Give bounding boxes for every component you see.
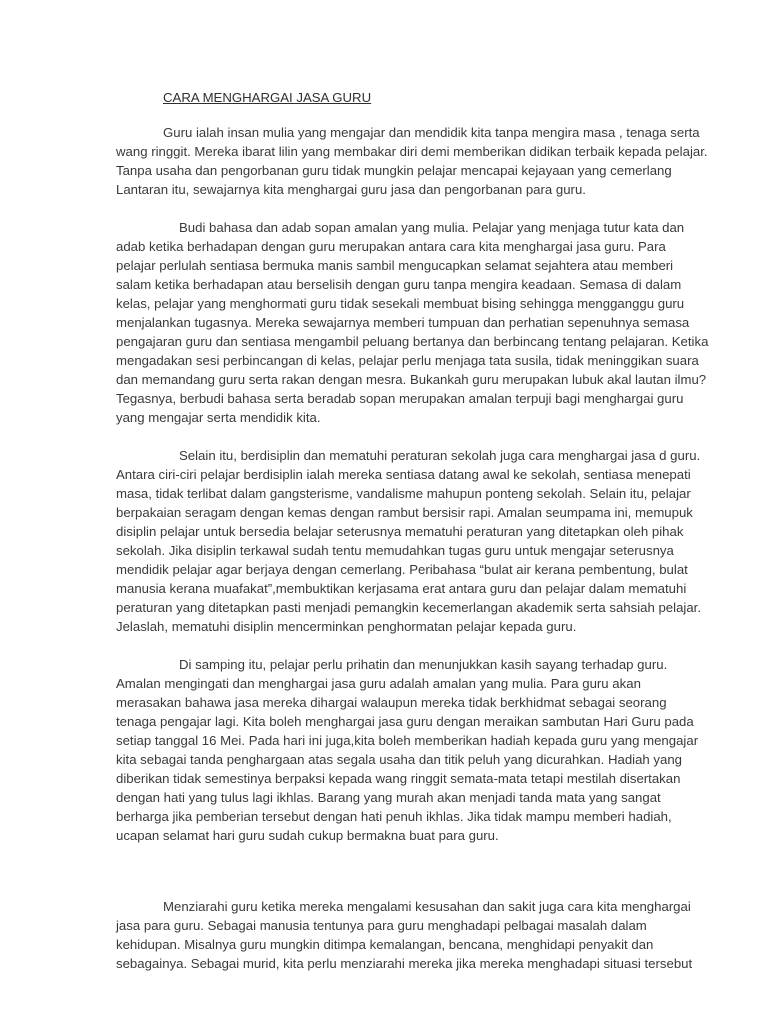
paragraph-line: Jelaslah, mematuhi disiplin mencerminkan penghormatan pelajar kepada guru. — [116, 619, 577, 634]
paragraph-line: Budi bahasa dan adab sopan amalan yang mulia. Pelajar yang menjaga tutur kata dan — [179, 220, 685, 235]
paragraph-line: mengadakan sesi perbincangan di kelas, pelajar perlu menjaga tata susila, tidak meninggikan suara — [116, 353, 699, 368]
paragraph-line: Selain itu, berdisiplin dan mematuhi peraturan sekolah juga cara menghargai jasa d guru. — [179, 448, 701, 463]
paragraph-line: Lantaran itu, sewajarnya kita menghargai guru jasa dan pengorbanan para guru. — [116, 182, 586, 197]
paragraph-line: wang ringgit. Mereka ibarat lilin yang membakar diri demi memberikan didikan terbaik kepada pelajar. — [116, 144, 708, 159]
paragraph-line: menjalankan tugasnya. Mereka sewajarnya memberi tumpuan dan perhatian sepenuhnya semasa — [116, 315, 690, 330]
paragraph-line: setiap tanggal 16 Mei. Pada hari ini juga,kita boleh memberikan hadiah kepada guru yang mengajar — [116, 733, 699, 748]
paragraph-line: masa, tidak terlibat dalam gangsterisme, vandalisme mahupun ponteng sekolah. Selain itu, pelajar — [116, 486, 691, 501]
paragraph-line: peraturan yang ditetapkan pasti menjadi pemangkin kecemerlangan akademik serta sahsiah pelajar. — [116, 600, 702, 615]
paragraph-line: berharga jika pemberian tersebut dengan hati penuh ikhlas. Jika tidak mampu memberi hadiah, — [116, 809, 672, 824]
paragraph-5 — [116, 897, 756, 973]
paragraph-line: merasakan bahawa jasa mereka dihargai walaupun mereka tidak berkhidmat sebagai seorang — [116, 695, 667, 710]
paragraph-line: yang mengajar serta mendidik kita. — [116, 410, 321, 425]
paragraph-line: manusia kerana muafakat”,membuktikan kerjasama erat antara guru dan pelajar dalam mematuhi — [116, 581, 687, 596]
paragraph-line: Amalan mengingati dan menghargai jasa guru adalah amalan yang mulia. Para guru akan — [116, 676, 641, 691]
paragraph-line: Di samping itu, pelajar perlu prihatin dan menunjukkan kasih sayang terhadap guru. — [179, 657, 668, 672]
paragraph-line: sebagainya. Sebagai murid, kita perlu menziarahi mereka jika mereka menghadapi situasi tersebut — [116, 956, 693, 971]
paragraph-line: disiplin pelajar untuk bersedia belajar seterusnya mematuhi peraturan yang ditetapkan oleh pihak — [116, 524, 684, 539]
paragraph-line: Tegasnya, berbudi bahasa serta beradab sopan merupakan amalan terpuji bagi menghargai guru — [116, 391, 684, 406]
paragraph-line: adab ketika berhadapan dengan guru merupakan antara cara kita menghargai jasa guru. Para — [116, 239, 666, 254]
paragraph-3 — [116, 446, 756, 636]
paragraph-line: tenaga pengajar lagi. Kita boleh menghargai jasa guru dengan meraikan sambutan Hari Guru pada — [116, 714, 694, 729]
paragraph-line: kehidupan. Misalnya guru mungkin ditimpa kemalangan, bencana, menghidapi penyakit dan — [116, 937, 654, 952]
paragraph-line: pengajaran guru dan sentiasa mengambil peluang bertanya dan berbincang tentang pelajaran. Ketika — [116, 334, 709, 349]
paragraph-line: dengan hati yang tulus lagi ikhlas. Barang yang murah akan menjadi tanda mata yang sangat — [116, 790, 661, 805]
paragraph-line: ucapan selamat hari guru sudah cukup bermakna buat para guru. — [116, 828, 499, 843]
paragraph-2 — [116, 218, 756, 427]
paragraph-line: kita sebagai tanda penghargaan atas segala usaha dan titik peluh yang dicurahkan. Hadiah yang — [116, 752, 683, 767]
paragraph-line: berpakaian seragam dengan kemas dengan rambut bersisir rapi. Amalan seumpama ini, memupuk — [116, 505, 693, 520]
paragraph-line: Tanpa usaha dan pengorbanan guru tidak mungkin pelajar mencapai kejayaan yang cemerlang — [116, 163, 672, 178]
paragraph-1 — [116, 123, 756, 199]
paragraph-4 — [116, 655, 756, 845]
paragraph-line: jasa para guru. Sebagai manusia tentunya para guru menghadapi pelbagai masalah dalam — [116, 918, 647, 933]
paragraph-line: pelajar perlulah sentiasa bermuka manis sambil mengucapkan selamat sejahtera atau memberi — [116, 258, 674, 273]
paragraph-line: sekolah. Jika disiplin terkawal sudah tentu memudahkan tugas guru untuk mengajar seterusnya — [116, 543, 674, 558]
paragraph-line: Antara ciri-ciri pelajar berdisiplin ialah mereka sentiasa datang awal ke sekolah, sentiasa menepati — [116, 467, 691, 482]
paragraph-line: salam ketika berhadapan atau berselisih dengan guru tanpa mengira keadaan. Semasa di dalam — [116, 277, 682, 292]
paragraph-line: Menziarahi guru ketika mereka mengalami kesusahan dan sakit juga cara kita menghargai — [163, 899, 691, 914]
paragraph-line: dan memandang guru serta rakan dengan mesra. Bukankah guru merupakan lubuk akal lautan ilmu? — [116, 372, 707, 387]
paragraph-line: Guru ialah insan mulia yang mengajar dan mendidik kita tanpa mengira masa , tenaga serta — [163, 125, 700, 140]
paragraph-line: kelas, pelajar yang menghormati guru tidak sesekali membuat bising sehingga mengganggu guru — [116, 296, 685, 311]
paragraph-line: mendidik pelajar agar berjaya dengan cemerlang. Peribahasa “bulat air kerana pembentung, bulat — [116, 562, 688, 577]
document-title: CARA MENGHARGAI JASA GURU — [163, 90, 372, 105]
paragraph-line: diberikan tidak semestinya berpaksi kepada wang ringgit semata-mata tetapi mestilah disertakan — [116, 771, 681, 786]
